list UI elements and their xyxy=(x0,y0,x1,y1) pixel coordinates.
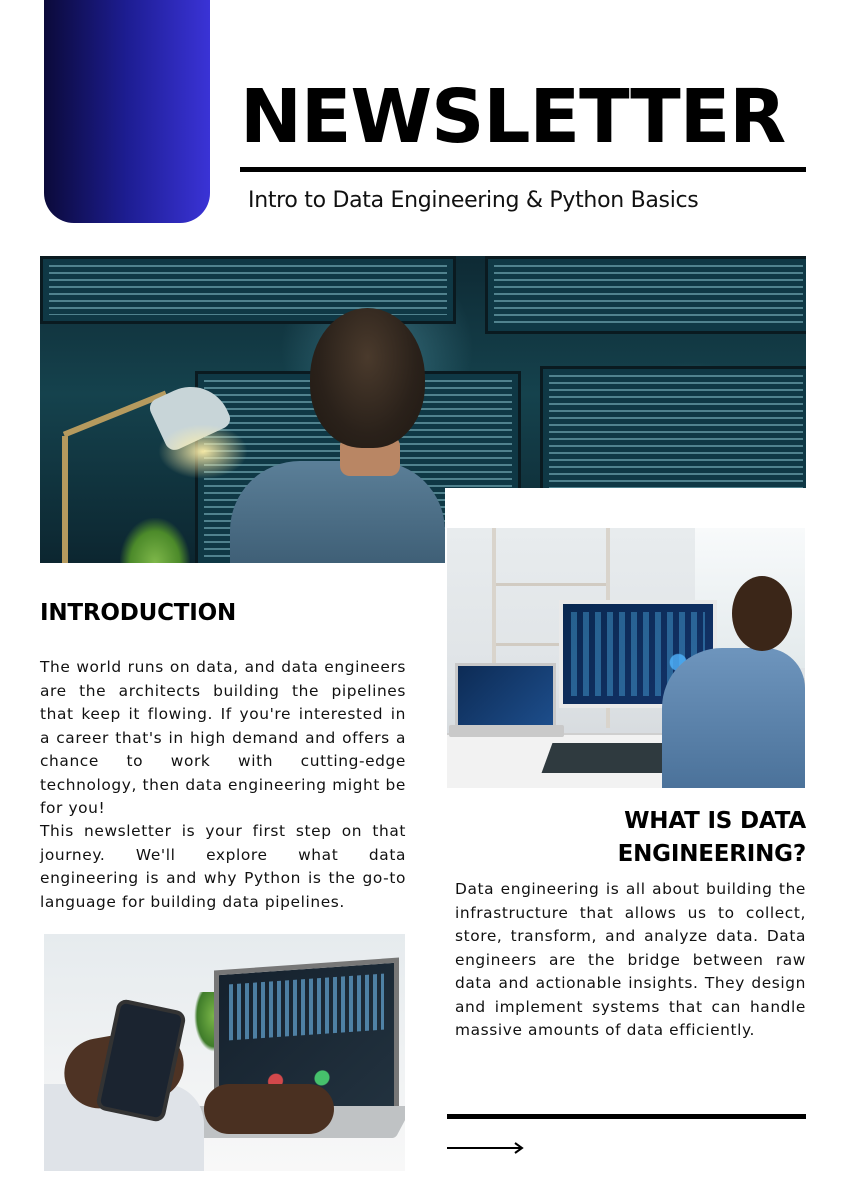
desk-plant xyxy=(120,518,190,563)
what-is-paragraph: Data engineering is all about building the infrastructure that allows us to collect, store, transform, and analyze data. Data engineers are the bridge between raw data and actionable insights. They design and implement systems that can handle massive amounts of data efficiently. xyxy=(455,880,806,1039)
introduction-heading: INTRODUCTION xyxy=(40,600,237,626)
what-is-heading xyxy=(520,805,806,871)
laptop-screen xyxy=(455,663,556,731)
what-is-heading-line-2: ENGINEERING? xyxy=(617,841,806,867)
monitor-top-left xyxy=(40,256,456,324)
office-image-dashboard xyxy=(447,528,805,788)
title-divider xyxy=(240,167,806,172)
newsletter-title: NEWSLETTER xyxy=(240,74,786,160)
introduction-paragraph-2: This newsletter is your first step on that journey. We'll explore what data engineering is and why Python is the go-to language for building data pipelines. xyxy=(40,822,406,911)
what-is-heading-line-1: WHAT IS DATA xyxy=(624,808,806,834)
developer-head xyxy=(310,308,425,448)
monitor-top-right xyxy=(485,256,806,334)
arrow-right-icon[interactable] xyxy=(447,1139,527,1157)
introduction-paragraph-1: The world runs on data, and data engineers are the architects building the pipelines that keep it flowing. If you're interested in a career that's in high demand and offers a chance to work with cutting-edge technology, then data engineering might be for you! xyxy=(40,658,406,817)
laptop-phone-image xyxy=(44,934,405,1171)
monitor-right xyxy=(540,366,806,502)
newsletter-subtitle: Intro to Data Engineering & Python Basics xyxy=(248,188,699,213)
person-head xyxy=(732,576,792,651)
hero-image-developer-monitors xyxy=(40,256,806,563)
bottom-divider xyxy=(447,1114,806,1119)
gradient-accent-block xyxy=(44,0,210,223)
